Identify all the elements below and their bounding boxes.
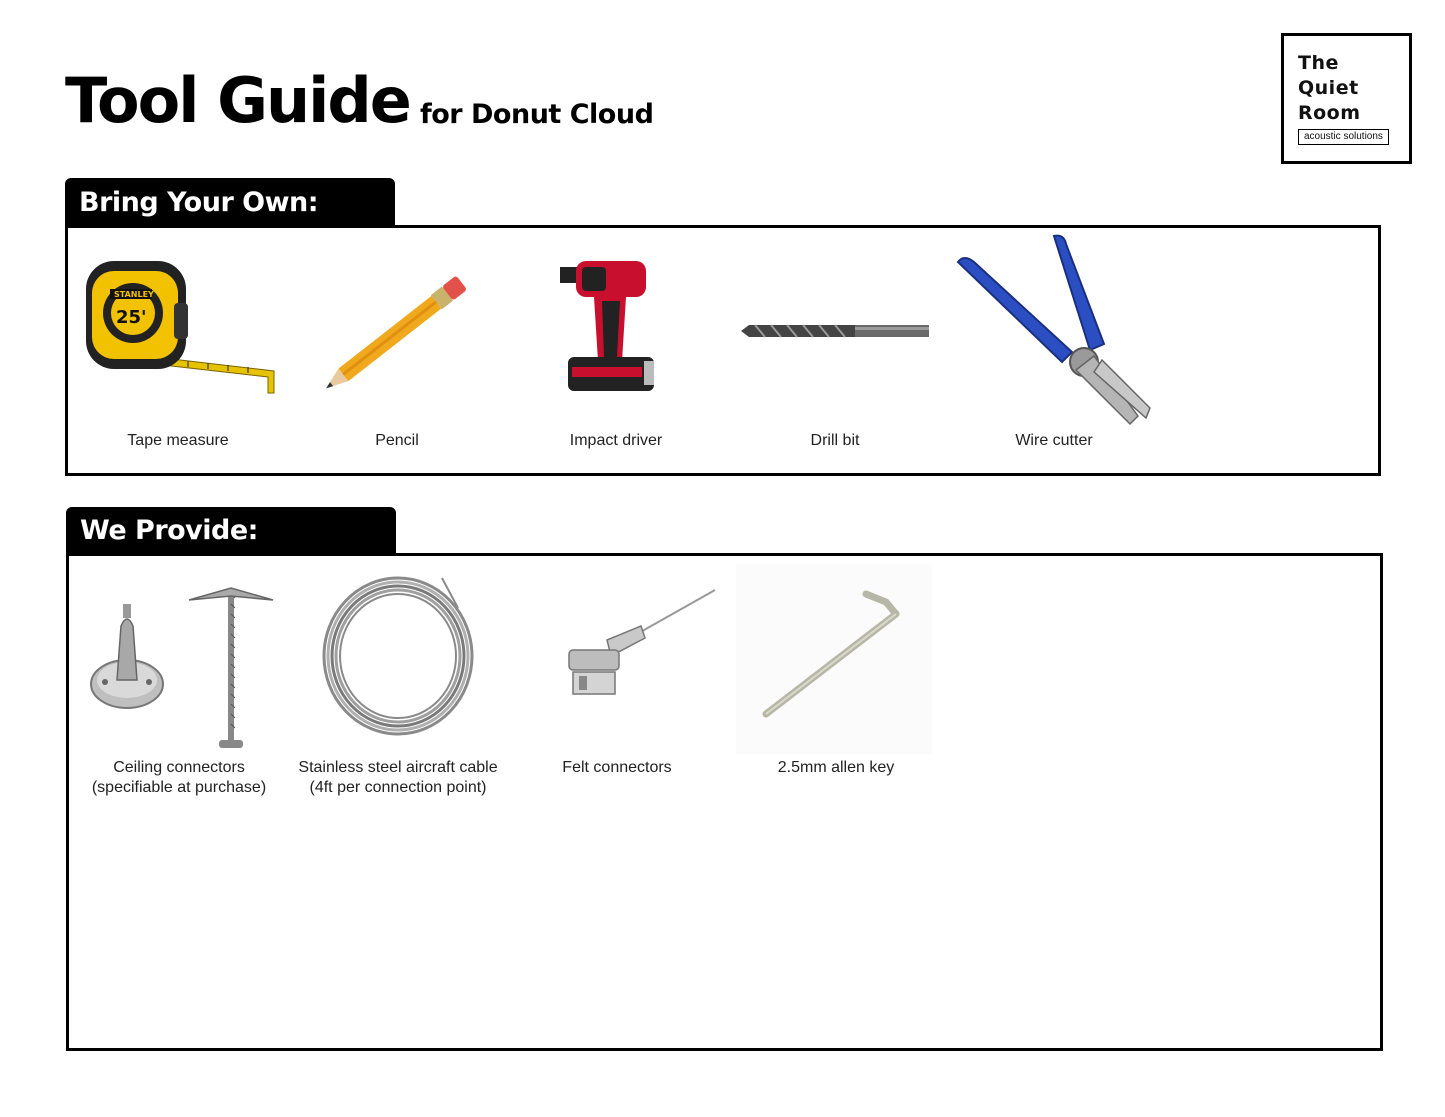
allen-key-icon [736, 564, 936, 754]
provided-item-felt-connectors [517, 564, 717, 804]
svg-text:25': 25' [116, 307, 147, 328]
section-heading-we-provide: We Provide: [66, 507, 396, 555]
felt-connector-icon [517, 564, 717, 754]
tool-label: Tape measure [127, 432, 229, 449]
provided-label-line2: (4ft per connection point) [309, 779, 487, 796]
provided-item-allen-key [736, 564, 936, 804]
provided-label-line1: Ceiling connectors [113, 759, 245, 776]
provided-item-aircraft-cable [298, 564, 498, 804]
drill-bit-icon [735, 253, 935, 403]
tool-item-tape-measure [78, 253, 278, 453]
logo-text-line1: The [1298, 52, 1339, 74]
provided-item-ceiling-connectors [79, 564, 279, 804]
page-subtitle: for Donut Cloud [420, 99, 654, 130]
logo-text-line3: Room [1298, 102, 1361, 124]
provided-label-line1: Stainless steel aircraft cable [298, 759, 498, 776]
logo-text-line2: Quiet [1298, 77, 1359, 99]
tape-measure-icon [78, 253, 278, 403]
cable-coil-icon [298, 564, 498, 754]
tool-item-impact-driver [516, 253, 716, 453]
tool-item-wire-cutter [954, 232, 1154, 453]
bring-your-own-panel [65, 225, 1381, 476]
tool-label: Pencil [375, 432, 419, 449]
provided-label-line1: 2.5mm allen key [777, 759, 895, 776]
wire-cutter-icon [954, 232, 1164, 432]
we-provide-panel [66, 553, 1383, 1051]
provided-label-line2: (specifiable at purchase) [91, 779, 267, 796]
impact-driver-icon [516, 253, 716, 403]
page-title: Tool Guide [65, 64, 410, 137]
brand-logo [1281, 33, 1412, 164]
logo-tagline: acoustic solutions [1298, 129, 1389, 145]
section-heading-bring-your-own: Bring Your Own: [65, 178, 395, 227]
svg-text:STANLEY: STANLEY [114, 290, 154, 299]
tool-item-pencil [297, 253, 497, 453]
tool-label: Wire cutter [1015, 432, 1093, 449]
tool-label: Impact driver [569, 432, 663, 449]
ceiling-connector-icon [79, 564, 279, 754]
tool-label: Drill bit [810, 432, 860, 449]
tool-item-drill-bit [735, 253, 935, 453]
pencil-icon [297, 253, 497, 403]
provided-label-line1: Felt connectors [562, 759, 672, 776]
